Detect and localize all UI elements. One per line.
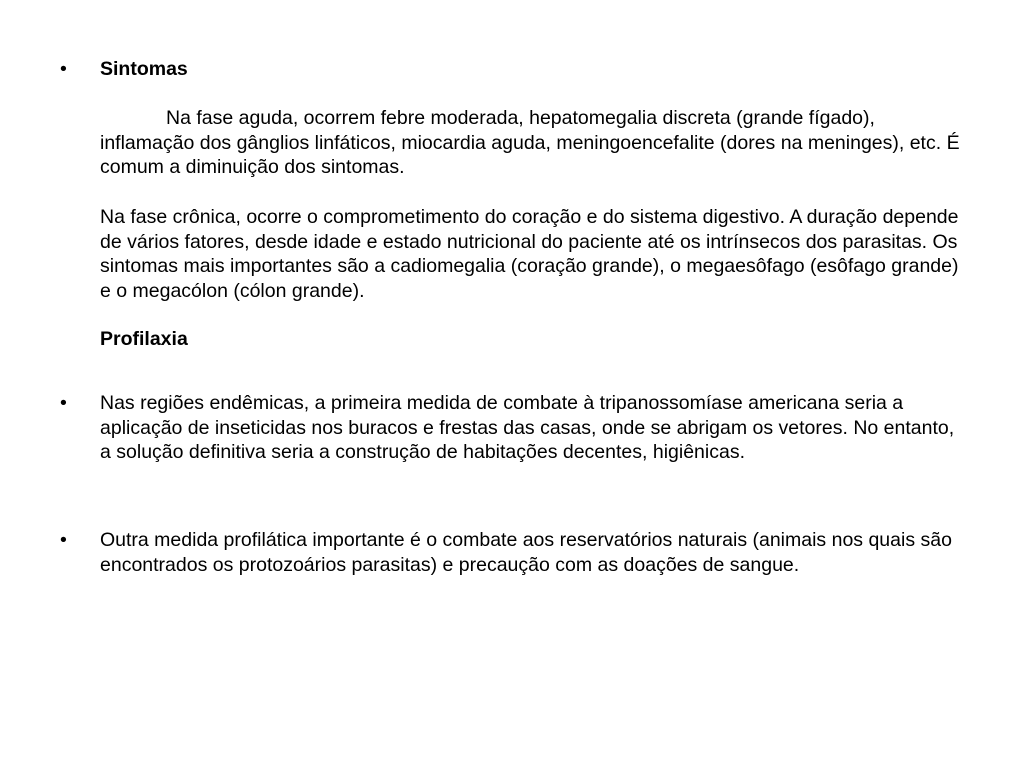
sintomas-heading: Sintomas bbox=[100, 58, 188, 80]
bullet-marker: • bbox=[60, 392, 67, 414]
sintomas-acute-block bbox=[100, 106, 970, 180]
list-item bbox=[100, 528, 970, 577]
bullet-text: Outra medida profilática importante é o combate aos reservatórios naturais (animais nos quais são encontrados os protozoários parasitas) e precaução com as doações de sangue. bbox=[100, 529, 952, 576]
sintomas-chronic-paragraph: Na fase crônica, ocorre o comprometimento do coração e do sistema digestivo. A duração depende de vários fatores, desde idade e estado nutricional do paciente até os intrínsecos dos parasitas. Os sintomas mais importantes são a cadiomegalia (coração grande), o megaesôfago (esôfago grande) e o megacólon (cólon grande). bbox=[100, 206, 959, 302]
list-item bbox=[100, 391, 970, 465]
bullet-marker: • bbox=[60, 58, 67, 80]
sintomas-section bbox=[100, 57, 970, 82]
profilaxia-heading: Profilaxia bbox=[100, 328, 188, 350]
profilaxia-section bbox=[100, 327, 970, 352]
sintomas-chronic-block bbox=[100, 205, 970, 303]
sintomas-acute-paragraph: Na fase aguda, ocorrem febre moderada, hepatomegalia discreta (grande fígado), inflamação dos gânglios linfáticos, miocardia aguda, meningoencefalite (dores na meninges), etc. É comum a diminuição dos sintomas. bbox=[100, 107, 960, 178]
bullet-marker: • bbox=[60, 529, 67, 551]
bullet-text: Nas regiões endêmicas, a primeira medida de combate à tripanossomíase americana seria a aplicação de inseticidas nos buracos e frestas das casas, onde se abrigam os vetores. No entanto, a solução definitiva seria a construção de habitações decentes, higiênicas. bbox=[100, 392, 955, 463]
